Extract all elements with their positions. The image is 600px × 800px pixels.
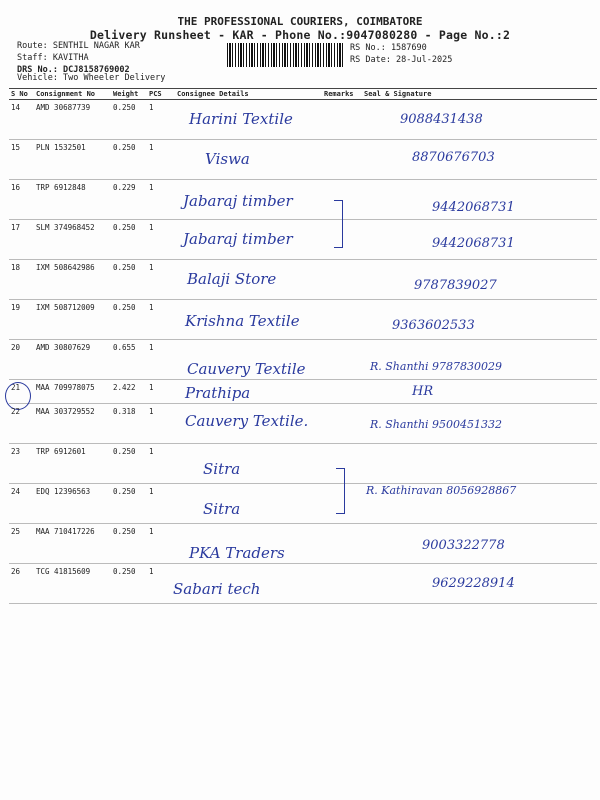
weight-cell: 2.422: [111, 380, 147, 404]
consignment-cell: AMD 30807629: [34, 340, 111, 380]
remarks-cell: [322, 444, 362, 484]
signature-cell: [362, 484, 597, 524]
remarks-cell: [322, 380, 362, 404]
handwritten-signature: 9088431438: [400, 112, 483, 127]
handwritten-signature: 8870676703: [412, 150, 495, 165]
table-row: [9, 180, 597, 220]
weight-cell: 0.250: [111, 300, 147, 340]
remarks-cell: [322, 340, 362, 380]
weight-cell: 0.318: [111, 404, 147, 444]
table-row: [9, 444, 597, 484]
handwritten-consignee: Sitra: [203, 500, 241, 518]
col-signature: Seal & Signature: [362, 89, 597, 100]
sno-cell: 22: [9, 404, 34, 444]
weight-cell: 0.655: [111, 340, 147, 380]
remarks-cell: [322, 220, 362, 260]
handwritten-signature: 9003322778: [422, 538, 505, 553]
consignee-cell: [175, 404, 322, 444]
handwritten-consignee: Krishna Textile: [185, 312, 300, 330]
table-row: [9, 564, 597, 604]
runsheet-meta-right: [350, 42, 452, 66]
table-row: [9, 140, 597, 180]
runsheet-table: [9, 88, 597, 604]
signature-cell: [362, 404, 597, 444]
table-row: [9, 524, 597, 564]
table-row: [9, 300, 597, 340]
sno-cell: 16: [9, 180, 34, 220]
consignee-cell: [175, 524, 322, 564]
table-row: [9, 380, 597, 404]
handwritten-consignee: Jabaraj timber: [183, 230, 293, 248]
signature-cell: [362, 564, 597, 604]
handwritten-signature: R. Kathiravan 8056928867: [366, 484, 517, 497]
sno-cell: 19: [9, 300, 34, 340]
pcs-cell: 1: [147, 564, 175, 604]
sno-cell: 17: [9, 220, 34, 260]
signature-cell: [362, 220, 597, 260]
weight-cell: 0.250: [111, 220, 147, 260]
col-sno: S No: [9, 89, 34, 100]
weight-cell: 0.250: [111, 564, 147, 604]
signature-cell: [362, 100, 597, 140]
remarks-cell: [322, 260, 362, 300]
pcs-cell: 1: [147, 484, 175, 524]
handwritten-consignee: Cauvery Textile.: [185, 412, 309, 430]
col-consignee: Consignee Details: [175, 89, 322, 100]
pcs-cell: 1: [147, 444, 175, 484]
sno-cell: 18: [9, 260, 34, 300]
consignment-cell: SLM 374968452: [34, 220, 111, 260]
barcode: [227, 43, 345, 67]
table-row: [9, 404, 597, 444]
remarks-cell: [322, 100, 362, 140]
consignment-cell: AMD 30687739: [34, 100, 111, 140]
signature-cell: [362, 380, 597, 404]
col-weight: Weight: [111, 89, 147, 100]
consignee-cell: [175, 140, 322, 180]
handwritten-consignee: Harini Textile: [189, 110, 293, 128]
consignment-cell: TRP 6912848: [34, 180, 111, 220]
table-row: [9, 484, 597, 524]
staff-label: Staff: KAVITHA: [17, 53, 89, 63]
remarks-cell: [322, 564, 362, 604]
handwritten-signature: R. Shanthi 9500451332: [370, 418, 503, 431]
remarks-cell: [322, 524, 362, 564]
handwritten-consignee: Cauvery Textile: [187, 360, 306, 378]
sno-cell: 25: [9, 524, 34, 564]
handwritten-consignee: Sitra: [203, 460, 241, 478]
consignee-cell: [175, 260, 322, 300]
consignment-cell: MAA 303729552: [34, 404, 111, 444]
table-row: [9, 340, 597, 380]
signature-cell: [362, 260, 597, 300]
handwritten-signature: 9363602533: [392, 318, 475, 333]
rs-date: RS Date: 28-Jul-2025: [350, 55, 453, 65]
consignment-cell: EDQ 12396563: [34, 484, 111, 524]
consignee-cell: [175, 444, 322, 484]
sno-cell: 14: [9, 100, 34, 140]
handwritten-signature: 9442068731: [432, 200, 515, 215]
signature-cell: [362, 340, 597, 380]
handwritten-consignee: PKA Traders: [189, 544, 285, 562]
col-pcs: PCS: [147, 89, 175, 100]
consignee-cell: [175, 100, 322, 140]
col-remarks: Remarks: [322, 89, 362, 100]
pcs-cell: 1: [147, 180, 175, 220]
remarks-cell: [322, 300, 362, 340]
handwritten-consignee: Prathipa: [185, 384, 251, 402]
weight-cell: 0.229: [111, 180, 147, 220]
pcs-cell: 1: [147, 404, 175, 444]
runsheet-meta-left: [17, 40, 140, 76]
sno-cell: 24: [9, 484, 34, 524]
consignment-cell: IXM 508712009: [34, 300, 111, 340]
pcs-cell: 1: [147, 220, 175, 260]
vehicle-label: Vehicle: Two Wheeler Delivery: [17, 73, 166, 83]
pcs-cell: 1: [147, 340, 175, 380]
remarks-cell: [322, 180, 362, 220]
consignee-cell: [175, 380, 322, 404]
pcs-cell: 1: [147, 524, 175, 564]
pcs-cell: 1: [147, 260, 175, 300]
consignment-cell: PLN 1532501: [34, 140, 111, 180]
weight-cell: 0.250: [111, 484, 147, 524]
signature-cell: [362, 524, 597, 564]
pcs-cell: 1: [147, 100, 175, 140]
consignee-cell: [175, 564, 322, 604]
rs-number: RS No.: 1587690: [350, 43, 427, 53]
weight-cell: 0.250: [111, 100, 147, 140]
consignee-cell: [175, 220, 322, 260]
consignment-cell: TRP 6912601: [34, 444, 111, 484]
signature-cell: [362, 444, 597, 484]
consignment-cell: IXM 508642986: [34, 260, 111, 300]
sno-value: 21: [11, 383, 21, 392]
sno-cell: 15: [9, 140, 34, 180]
consignee-cell: [175, 180, 322, 220]
company-name: THE PROFESSIONAL COURIERS, COIMBATORE: [177, 15, 423, 28]
weight-cell: 0.250: [111, 444, 147, 484]
sno-cell: 23: [9, 444, 34, 484]
remarks-cell: [322, 140, 362, 180]
weight-cell: 0.250: [111, 260, 147, 300]
table-row: [9, 100, 597, 140]
handwritten-signature: 9629228914: [432, 576, 515, 591]
handwritten-signature: 9442068731: [432, 236, 515, 251]
consignment-cell: TCG 41815609: [34, 564, 111, 604]
handwritten-consignee: Jabaraj timber: [183, 192, 293, 210]
drs-number: DRS No.: DCJ8158769002: [17, 65, 130, 75]
handwritten-consignee: Balaji Store: [187, 270, 277, 288]
table-row: [9, 220, 597, 260]
signature-cell: [362, 300, 597, 340]
col-consignment-no: Consignment No: [34, 89, 111, 100]
route-label: Route: SENTHIL NAGAR KAR: [17, 41, 140, 51]
remarks-cell: [322, 484, 362, 524]
consignee-cell: [175, 300, 322, 340]
handwritten-signature: R. Shanthi 9787830029: [370, 360, 503, 373]
sno-cell: 20: [9, 340, 34, 380]
remarks-cell: [322, 404, 362, 444]
pcs-cell: 1: [147, 300, 175, 340]
pcs-cell: 1: [147, 140, 175, 180]
consignee-cell: [175, 340, 322, 380]
signature-cell: [362, 180, 597, 220]
consignee-cell: [175, 484, 322, 524]
weight-cell: 0.250: [111, 140, 147, 180]
sno-cell: [9, 380, 34, 404]
handwritten-consignee: Viswa: [205, 150, 250, 168]
consignment-cell: MAA 709978075: [34, 380, 111, 404]
table-row: [9, 260, 597, 300]
weight-cell: 0.250: [111, 524, 147, 564]
handwritten-consignee: Sabari tech: [173, 580, 261, 598]
runsheet-title: Delivery Runsheet - KAR - Phone No.:9047080280 - Page No.:2: [89, 28, 511, 42]
pcs-cell: 1: [147, 380, 175, 404]
consignment-cell: MAA 710417226: [34, 524, 111, 564]
handwritten-signature: HR: [412, 384, 434, 399]
signature-cell: [362, 140, 597, 180]
table-header-row: [9, 89, 597, 100]
handwritten-signature: 9787839027: [414, 278, 497, 293]
sno-cell: 26: [9, 564, 34, 604]
